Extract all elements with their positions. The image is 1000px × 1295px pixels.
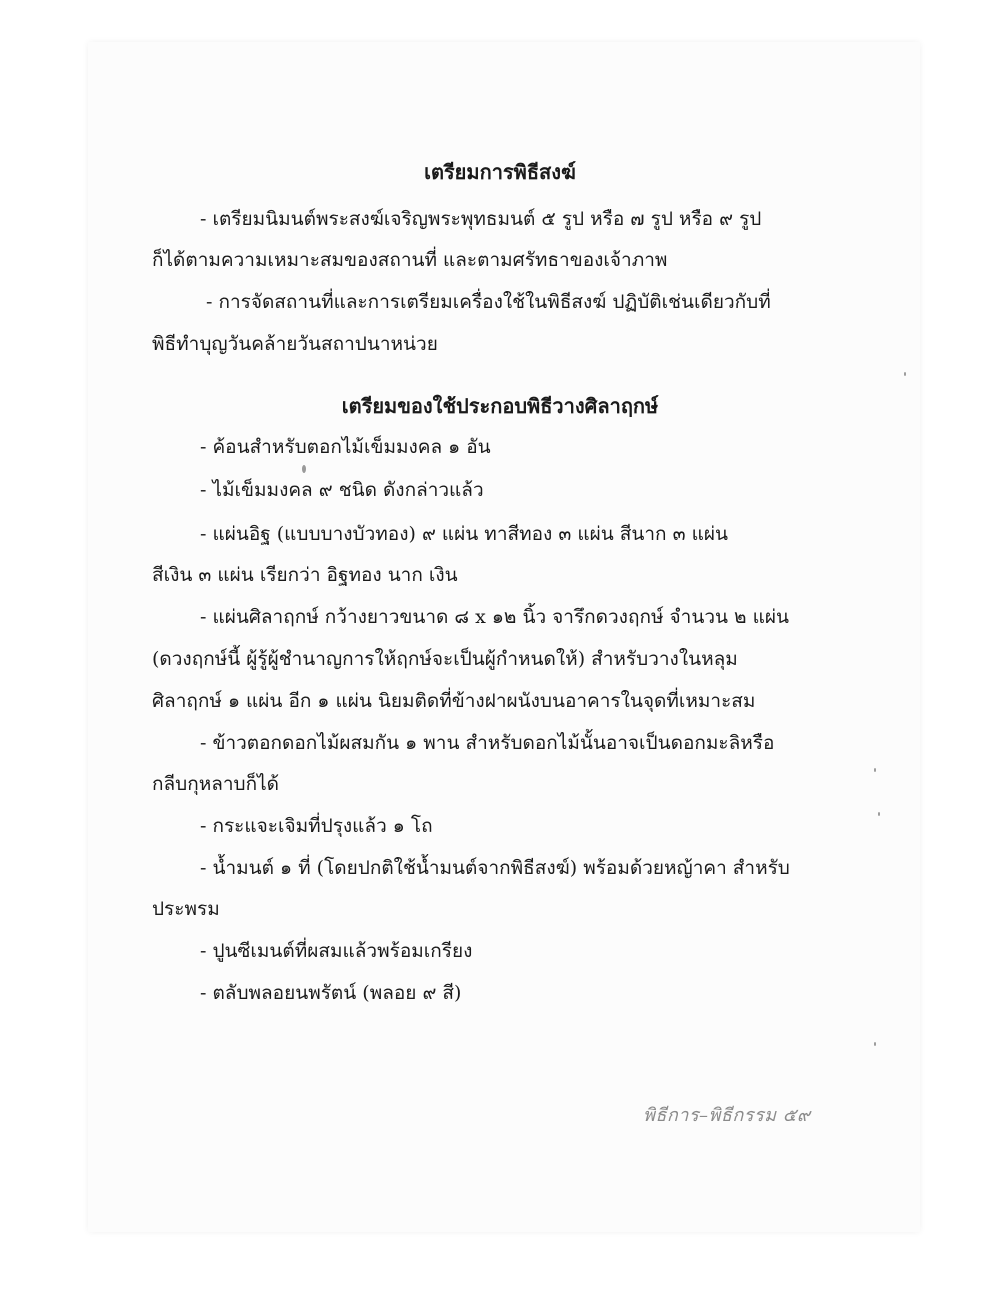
scan-speck [302, 465, 306, 473]
list-item: - แผ่นศิลาฤกษ์ กว้างยาวขนาด ๘ x ๑๒ นิ้ว จารึกดวงฤกษ์ จำนวน ๒ แผ่น [200, 606, 789, 628]
list-item: - กระแจะเจิมที่ปรุงแล้ว ๑ โถ [200, 815, 433, 837]
list-item: - แผ่นอิฐ (แบบบางบัวทอง) ๙ แผ่น ทาสีทอง ๓ แผ่น สีนาก ๓ แผ่น [200, 523, 728, 545]
list-item: - ปูนซีเมนต์ที่ผสมแล้วพร้อมเกรียง [200, 940, 473, 962]
list-item-continuation: (ดวงฤกษ์นี้ ผู้รู้ผู้ชำนาญการให้ฤกษ์จะเป็นผู้กำหนดให้) สำหรับวางในหลุม [152, 648, 738, 670]
list-item: - ตลับพลอยนพรัตน์ (พลอย ๙ สี) [200, 982, 462, 1004]
list-item: - ข้าวตอกดอกไม้ผสมกัน ๑ พาน สำหรับดอกไม้นั้นอาจเป็นดอกมะลิหรือ [200, 732, 775, 754]
list-item: - น้ำมนต์ ๑ ที่ (โดยปกติใช้น้ำมนต์จากพิธีสงฆ์) พร้อมด้วยหญ้าคา สำหรับ [200, 857, 790, 879]
list-item-continuation: กลีบกุหลาบก็ได้ [152, 773, 280, 795]
list-item: - ค้อนสำหรับตอกไม้เข็มมงคล ๑ อัน [200, 436, 491, 458]
scan-speck [874, 768, 876, 772]
list-item: - ไม้เข็มมงคล ๙ ชนิด ดังกล่าวแล้ว [200, 479, 484, 501]
scan-speck [904, 372, 906, 376]
scan-speck [878, 812, 880, 816]
list-item-continuation: ประพรม [152, 898, 220, 920]
list-item-continuation: ศิลาฤกษ์ ๑ แผ่น อีก ๑ แผ่น นิยมติดที่ข้างฝาผนังบนอาคารในจุดที่เหมาะสม [152, 690, 756, 712]
section-title-monk-ceremony: เตรียมการพิธีสงฆ์ [424, 160, 576, 184]
text-line: - การจัดสถานที่และการเตรียมเครื่องใช้ในพิธีสงฆ์ ปฏิบัติเช่นเดียวกับที่ [206, 291, 771, 313]
section-title-foundation-stone-items: เตรียมของใช้ประกอบพิธีวางศิลาฤกษ์ [341, 394, 659, 418]
text-line: พิธีทำบุญวันคล้ายวันสถาปนาหน่วย [152, 333, 438, 355]
text-line: - เตรียมนิมนต์พระสงฆ์เจริญพระพุทธมนต์ ๕ รูป หรือ ๗ รูป หรือ ๙ รูป [200, 208, 762, 230]
scan-speck [874, 1042, 876, 1046]
list-item-continuation: สีเงิน ๓ แผ่น เรียกว่า อิฐทอง นาก เงิน [152, 564, 458, 586]
page-footer: พิธีการ–พิธีกรรม ๕๙ [643, 1105, 811, 1126]
text-line: ก็ได้ตามความเหมาะสมของสถานที่ และตามศรัทธาของเจ้าภาพ [152, 249, 668, 271]
